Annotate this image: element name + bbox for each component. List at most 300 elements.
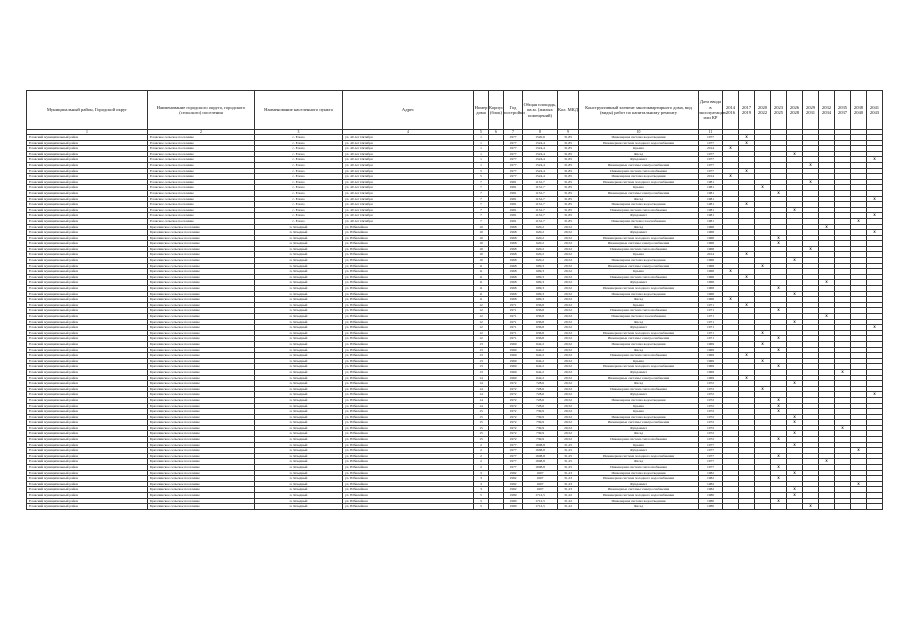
table-cell: 29,52 [558, 230, 579, 236]
column-header: 2035 2037 [835, 91, 851, 130]
table-cell: Еловский муниципальный район [27, 397, 148, 403]
table-cell: 10 [474, 252, 489, 258]
table-cell: Еловский муниципальный район [27, 258, 148, 264]
table-cell: Брюзлинское сельское поселение [148, 504, 255, 510]
period-cell: X [739, 168, 755, 174]
table-cell: Инженерные системы электроснабжения [579, 420, 699, 426]
period-cell: X [739, 135, 755, 141]
period-cell: X [755, 330, 771, 336]
table-cell: 1152,7 [523, 190, 558, 196]
column-header: Адрес [343, 91, 474, 130]
table-cell: 31,85 [558, 157, 579, 163]
table-cell: 29,52 [558, 235, 579, 241]
table-cell: 1972 [699, 414, 723, 420]
table-cell: 1977 [504, 157, 523, 163]
table-cell: Крыша [579, 409, 699, 415]
table-cell: 1981 [504, 185, 523, 191]
table-cell: 636,8 [523, 336, 558, 342]
table-cell: 7 [474, 196, 489, 202]
table-cell: 12 [474, 336, 489, 342]
table-cell: ул. Юбилейная [343, 453, 474, 459]
table-cell: Еловский муниципальный район [27, 375, 148, 381]
table-cell: Инженерная система водоотведения [579, 258, 699, 264]
column-header: Наименование городского округа, городского (сельского) поселения [148, 91, 255, 130]
table-cell: 1968 [699, 269, 723, 275]
table-cell: 642,2 [523, 347, 558, 353]
table-cell: ул. Юбилейная [343, 274, 474, 280]
table-cell: 1 [474, 140, 489, 146]
table-cell: Еловское сельское поселение [148, 146, 255, 152]
table-cell: п. Ясыдный [255, 291, 343, 297]
table-cell: ул. Юбилейная [343, 325, 474, 331]
table-cell: п. Ясыдный [255, 246, 343, 252]
table-cell: 1971 [699, 319, 723, 325]
table-cell: Еловский муниципальный район [27, 291, 148, 297]
table-cell: Крыша [579, 442, 699, 448]
table-cell: Инженерная система водоотведения [579, 202, 699, 208]
table-cell: ул. Юбилейная [343, 302, 474, 308]
period-cell: X [787, 414, 803, 420]
table-cell: Еловский муниципальный район [27, 157, 148, 163]
table-cell: 7 [474, 213, 489, 219]
table-cell: 1969 [504, 353, 523, 359]
table-cell: ул. Юбилейная [343, 392, 474, 398]
table-cell: Брюзлинское сельское поселение [148, 330, 255, 336]
period-cell: X [787, 442, 803, 448]
period-cell: X [771, 397, 787, 403]
table-cell: Еловский муниципальный район [27, 246, 148, 252]
table-cell: 642,2 [523, 375, 558, 381]
table-cell: 739,9 [523, 414, 558, 420]
table-cell: 1524,4 [523, 174, 558, 180]
table-cell: Фасад [579, 431, 699, 437]
table-cell: 31,85 [558, 207, 579, 213]
table-cell: Еловский муниципальный район [27, 302, 148, 308]
table-cell: 1968 [504, 246, 523, 252]
table-cell: ул. Юбилейная [343, 425, 474, 431]
table-cell: ул. Юбилейная [343, 230, 474, 236]
period-cell: X [803, 162, 819, 168]
table-cell: Брюзлинское сельское поселение [148, 263, 255, 269]
table-cell: 1971 [699, 314, 723, 320]
table-cell: 7 [474, 218, 489, 224]
table-cell: 728,6 [523, 403, 558, 409]
table-cell: Еловский муниципальный район [27, 280, 148, 286]
table-cell: 1980 [504, 504, 523, 510]
table-cell: Брюзлинское сельское поселение [148, 493, 255, 499]
table-cell: ул. Юбилейная [343, 314, 474, 320]
table-cell: 1968 [699, 224, 723, 230]
table-cell: 1981 [504, 179, 523, 185]
table-cell: 31,23 [558, 487, 579, 493]
table-cell: ул. Юбилейная [343, 235, 474, 241]
table-cell: Еловский муниципальный район [27, 174, 148, 180]
table-cell: 609,3 [523, 263, 558, 269]
table-cell: 29,52 [558, 274, 579, 280]
table-cell: Брюзлинское сельское поселение [148, 392, 255, 398]
table-cell: 1977 [504, 162, 523, 168]
table-cell: с. Елово [255, 140, 343, 146]
period-cell [819, 504, 835, 510]
table-cell: ул. Юбилейная [343, 420, 474, 426]
table-cell: ул. Юбилейная [343, 364, 474, 370]
table-cell: Фундамент [579, 213, 699, 219]
table-cell: 29,52 [558, 269, 579, 275]
table-cell: 1968 [504, 286, 523, 292]
table-cell: п. Ясыдный [255, 414, 343, 420]
table-cell: п. Ясыдный [255, 241, 343, 247]
table-cell: ул. Юбилейная [343, 341, 474, 347]
table-cell: Инженерная система теплоснабжения [579, 168, 699, 174]
table-cell: 15 [474, 431, 489, 437]
table-cell: 1981 [504, 196, 523, 202]
table-cell: 29,52 [558, 241, 579, 247]
table-cell: 31,85 [558, 135, 579, 141]
table-cell: Крыша [579, 302, 699, 308]
table-cell: Еловское сельское поселение [148, 202, 255, 208]
table-cell: Инженерная система теплоснабжения [579, 386, 699, 392]
table-cell: с. Елово [255, 213, 343, 219]
table-cell: Брюзлинское сельское поселение [148, 258, 255, 264]
table-cell: 620,2 [523, 224, 558, 230]
table-cell: Еловское сельское поселение [148, 135, 255, 141]
table-cell: 1971 [504, 308, 523, 314]
table-cell: Еловский муниципальный район [27, 274, 148, 280]
table-cell: 620,2 [523, 258, 558, 264]
table-cell: 1972 [504, 420, 523, 426]
column-number: 2 [148, 130, 255, 135]
table-cell: Еловское сельское поселение [148, 190, 255, 196]
table-cell: п. Ясыдный [255, 476, 343, 482]
table-cell: Инженерная система теплоснабжения [579, 437, 699, 443]
period-cell: X [771, 437, 787, 443]
table-cell: 29,52 [558, 386, 579, 392]
table-cell: 29,52 [558, 314, 579, 320]
table-cell: 1982 [504, 481, 523, 487]
period-cell: X [867, 325, 883, 331]
table-cell: 1981 [504, 202, 523, 208]
column-header: 2032 2034 [819, 91, 835, 130]
table-cell: 29,52 [558, 286, 579, 292]
table-cell: Брюзлинское сельское поселение [148, 420, 255, 426]
table-cell: Еловский муниципальный район [27, 353, 148, 359]
table-cell: 1982 [504, 476, 523, 482]
table-cell: Еловский муниципальный район [27, 185, 148, 191]
table-cell: 1524,4 [523, 157, 558, 163]
period-cell: X [867, 213, 883, 219]
column-header: Муниципальный район, Городской округ [27, 91, 148, 130]
table-cell: Брюзлинское сельское поселение [148, 286, 255, 292]
table-cell: 609,3 [523, 280, 558, 286]
table-cell: 29,52 [558, 224, 579, 230]
period-cell: X [867, 230, 883, 236]
table-cell: п. Ясыдный [255, 493, 343, 499]
table-cell: 31,85 [558, 140, 579, 146]
table-cell: с. Елово [255, 162, 343, 168]
table-cell: Брюзлинское сельское поселение [148, 252, 255, 258]
table-cell: Еловский муниципальный район [27, 487, 148, 493]
table-cell: 636,8 [523, 302, 558, 308]
table-cell: Еловский муниципальный район [27, 168, 148, 174]
table-cell: 1981 [699, 185, 723, 191]
table-cell: ул. 40 лет Октября [343, 185, 474, 191]
table-cell: Еловский муниципальный район [27, 196, 148, 202]
column-header: Конструктивный элемент многоквартирного дома, вид (виды) работ по капитальному ремонту [579, 91, 699, 130]
table-cell: ул. Юбилейная [343, 397, 474, 403]
table-body [27, 135, 883, 510]
table-cell: с. Елово [255, 168, 343, 174]
table-cell: 3 [474, 476, 489, 482]
column-header: Корпус (блок) [489, 91, 504, 130]
table-cell: 1607 [523, 470, 558, 476]
table-cell: 2 [474, 459, 489, 465]
column-header: Кол. МКД [558, 91, 579, 130]
table-cell: с. Елово [255, 179, 343, 185]
table-cell: п. Ясыдный [255, 409, 343, 415]
table-cell: Еловский муниципальный район [27, 207, 148, 213]
table-cell: Брюзлинское сельское поселение [148, 319, 255, 325]
period-cell: X [771, 465, 787, 471]
table-cell: 1971 [504, 319, 523, 325]
table-cell: Еловский муниципальный район [27, 381, 148, 387]
table-cell: 1981 [504, 213, 523, 219]
table-cell: 1968 [504, 280, 523, 286]
column-number: 1 [27, 130, 148, 135]
table-cell: Еловский муниципальный район [27, 431, 148, 437]
table-cell: 1152,7 [523, 196, 558, 202]
table-cell: 31,22 [558, 493, 579, 499]
table-cell: 3 [474, 481, 489, 487]
table-cell: 1981 [504, 218, 523, 224]
period-cell: X [771, 286, 787, 292]
table-cell: Инженерная система холодного водоснабжения [579, 235, 699, 241]
column-number: 4 [343, 130, 474, 135]
table-cell: 1968 [504, 269, 523, 275]
table-cell: 29,52 [558, 358, 579, 364]
table-cell: п. Ясыдный [255, 286, 343, 292]
table-cell: ул. Юбилейная [343, 258, 474, 264]
table-cell: ул. Юбилейная [343, 448, 474, 454]
table-cell: 1972 [699, 437, 723, 443]
period-cell: X [787, 291, 803, 297]
table-cell: Еловский муниципальный район [27, 481, 148, 487]
table-cell: с. Елово [255, 151, 343, 157]
table-cell: 1972 [699, 425, 723, 431]
period-cell: X [771, 336, 787, 342]
table-cell: 1977 [504, 465, 523, 471]
table-cell: 1972 [504, 414, 523, 420]
table-cell: 642,2 [523, 369, 558, 375]
table-cell: п. Ясыдный [255, 481, 343, 487]
table-cell: 636,8 [523, 325, 558, 331]
table-cell: Брюзлинское сельское поселение [148, 414, 255, 420]
table-cell: 29,52 [558, 431, 579, 437]
table-cell: Брюзлинское сельское поселение [148, 336, 255, 342]
table-cell: ул. Юбилейная [343, 476, 474, 482]
table-cell: 1971 [699, 302, 723, 308]
table-cell: Еловский муниципальный район [27, 392, 148, 398]
table-cell: Брюзлинское сельское поселение [148, 341, 255, 347]
table-cell: Фасад [579, 196, 699, 202]
table-cell: Инженерная система теплоснабжения [579, 246, 699, 252]
table-cell: Еловский муниципальный район [27, 235, 148, 241]
table-cell: ул. 40 лет Октября [343, 190, 474, 196]
table-cell: 7 [474, 185, 489, 191]
table-cell: 7 [474, 207, 489, 213]
period-cell [787, 504, 803, 510]
table-cell: 12 [474, 314, 489, 320]
period-cell: X [739, 252, 755, 258]
table-cell: Еловский муниципальный район [27, 504, 148, 510]
table-cell: 1969 [504, 375, 523, 381]
table-cell: 15 [474, 437, 489, 443]
table-cell: 1980 [699, 498, 723, 504]
table-cell: Инженерная система теплоснабжения [579, 207, 699, 213]
table-cell: Брюзлинское сельское поселение [148, 308, 255, 314]
table-cell: ул. 40 лет Октября [343, 135, 474, 141]
table-cell: с. Елово [255, 196, 343, 202]
table-cell: ул. Юбилейная [343, 375, 474, 381]
column-header: Общая площадь, кв.м. (жилых помещений) [523, 91, 558, 130]
table-cell: 1977 [504, 140, 523, 146]
table-cell: Брюзлинское сельское поселение [148, 448, 255, 454]
table-cell: ул. 40 лет Октября [343, 196, 474, 202]
table-cell: Фасад [579, 459, 699, 465]
period-cell: X [819, 314, 835, 320]
table-cell: 14 [474, 397, 489, 403]
table-cell: 1982 [699, 476, 723, 482]
table-cell: 1969 [699, 341, 723, 347]
column-header: Год постройки [504, 91, 523, 130]
table-cell: 1977 [699, 162, 723, 168]
table-cell: 13 [474, 347, 489, 353]
table-cell: 1977 [504, 442, 523, 448]
table-cell: Фундамент [579, 481, 699, 487]
period-cell: X [835, 425, 851, 431]
table-cell: 11 [474, 263, 489, 269]
column-number: 3 [255, 130, 343, 135]
table-cell: 10 [474, 224, 489, 230]
table-cell: Еловский муниципальный район [27, 135, 148, 141]
period-cell: X [867, 157, 883, 163]
table-cell: 1972 [699, 403, 723, 409]
period-cell: X [739, 140, 755, 146]
table-cell: 1968 [699, 230, 723, 236]
table-cell: 1968 [504, 258, 523, 264]
table-cell: 1969 [699, 353, 723, 359]
table-cell: п. Ясыдный [255, 364, 343, 370]
table-cell: Инженерные системы электроснабжения [579, 375, 699, 381]
table-cell: Еловский муниципальный район [27, 213, 148, 219]
table-cell: 1607 [523, 476, 558, 482]
table-cell: 3 [474, 487, 489, 493]
table-cell: Еловский муниципальный район [27, 224, 148, 230]
table-cell: ул. Юбилейная [343, 487, 474, 493]
table-cell: Еловское сельское поселение [148, 140, 255, 146]
table-cell: 1968 [504, 241, 523, 247]
table-cell: 620,2 [523, 246, 558, 252]
table-cell: Брюзлинское сельское поселение [148, 381, 255, 387]
period-cell: X [771, 190, 787, 196]
period-cell: X [771, 476, 787, 482]
period-cell: X [739, 302, 755, 308]
table-cell: 1608,8 [523, 448, 558, 454]
table-cell: Крыша [579, 252, 699, 258]
table-cell: Брюзлинское сельское поселение [148, 347, 255, 353]
table-cell: 1712,5 [523, 504, 558, 510]
table-cell: ул. Юбилейная [343, 498, 474, 504]
table-cell: Брюзлинское сельское поселение [148, 235, 255, 241]
period-cell: X [803, 179, 819, 185]
period-cell [867, 504, 883, 510]
table-cell: Еловский муниципальный район [27, 425, 148, 431]
period-cell: X [771, 498, 787, 504]
column-header: 2029 2031 [803, 91, 819, 130]
table-cell: 29,52 [558, 319, 579, 325]
table-cell: 1972 [504, 425, 523, 431]
table-cell: 31,23 [558, 481, 579, 487]
table-cell: 13 [474, 364, 489, 370]
table-cell: Инженерная система холодного водоснабжения [579, 179, 699, 185]
table-cell: 29,52 [558, 330, 579, 336]
table-cell: ул. Юбилейная [343, 470, 474, 476]
table-cell: 1972 [504, 403, 523, 409]
table-cell: Инженерные системы электроснабжения [579, 263, 699, 269]
period-cell: X [867, 392, 883, 398]
table-cell: Еловский муниципальный район [27, 146, 148, 152]
table-cell: Еловский муниципальный район [27, 465, 148, 471]
table-cell: 1971 [699, 330, 723, 336]
table-cell: 5 [474, 493, 489, 499]
table-cell: 29,52 [558, 364, 579, 370]
table-cell: 29,52 [558, 336, 579, 342]
table-cell: 1969 [699, 358, 723, 364]
table-cell: Еловский муниципальный район [27, 314, 148, 320]
table-cell: Крыша [579, 358, 699, 364]
table-cell: Еловское сельское поселение [148, 174, 255, 180]
table-cell: Инженерная система водоотведения [579, 498, 699, 504]
table-cell: 29,52 [558, 252, 579, 258]
table-cell: 1968 [699, 235, 723, 241]
table-cell: Еловский муниципальный район [27, 459, 148, 465]
table-cell: 12 [474, 319, 489, 325]
table-cell: 1968 [699, 246, 723, 252]
table-cell: Инженерная система холодного водоснабжения [579, 364, 699, 370]
table-cell: 1524,4 [523, 151, 558, 157]
table-cell: п. Ясыдный [255, 341, 343, 347]
table-cell: ул. 40 лет Октября [343, 168, 474, 174]
table-cell: 29,52 [558, 325, 579, 331]
table-cell: 29,52 [558, 397, 579, 403]
table-cell: 31,85 [558, 185, 579, 191]
table-cell: 29,52 [558, 308, 579, 314]
table-cell: Фундамент [579, 448, 699, 454]
table-cell: Брюзлинское сельское поселение [148, 358, 255, 364]
table-cell: п. Ясыдный [255, 504, 343, 510]
table-cell: 29,52 [558, 381, 579, 387]
table-cell: 1977 [504, 146, 523, 152]
table-cell: Инженерная система теплоснабжения [579, 308, 699, 314]
table-cell: Крыша [579, 146, 699, 152]
table-cell: Инженерная система газоснабжения [579, 218, 699, 224]
table-cell: с. Елово [255, 190, 343, 196]
table-cell: 14 [474, 381, 489, 387]
column-number: 9 [558, 130, 579, 135]
table-cell: Брюзлинское сельское поселение [148, 369, 255, 375]
table-cell: 11 [474, 291, 489, 297]
table-cell: ул. Юбилейная [343, 481, 474, 487]
table-cell: 1977 [699, 442, 723, 448]
